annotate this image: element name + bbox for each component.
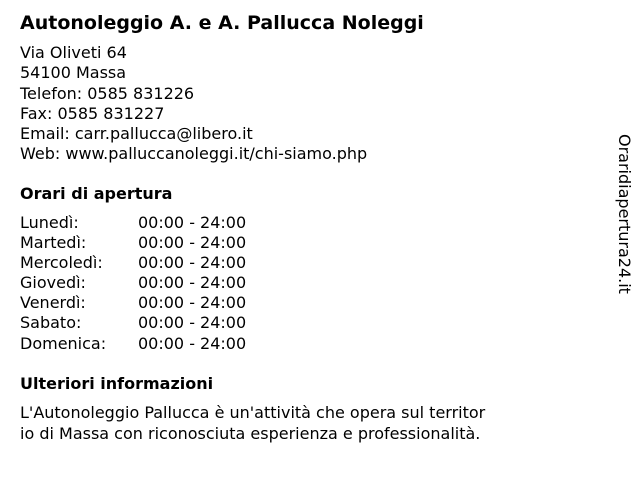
day-label: Domenica: [20,333,107,353]
time-range: 00:00 - 24:00 [138,333,247,353]
time-range: 00:00 - 24:00 [138,293,247,313]
contact-block [20,43,367,165]
day-label: Giovedì: [20,273,86,293]
more-info-heading: Ulteriori informazioni [20,374,214,393]
time-range: 00:00 - 24:00 [138,273,247,293]
opening-hours-heading: Orari di apertura [20,184,173,203]
site-watermark: Oraridiapertura24.it [615,134,634,294]
website-url: Web: www.palluccanoleggi.it/chi-siamo.php [20,144,368,164]
day-label: Sabato: [20,313,82,333]
time-range: 00:00 - 24:00 [138,213,247,232]
more-info-line: io di Massa con riconosciuta esperienza e professionalità. [20,423,481,443]
fax-number: Fax: 0585 831227 [20,103,165,123]
day-label: Venerdì: [20,293,86,313]
street-address: Via Oliveti 64 [20,43,127,62]
time-range: 00:00 - 24:00 [138,233,247,253]
time-range: 00:00 - 24:00 [138,253,247,273]
email-address: Email: carr.pallucca@libero.it [20,124,253,144]
day-label: Martedì: [20,233,87,253]
time-range: 00:00 - 24:00 [138,313,247,333]
day-label: Lunedì: [20,213,79,232]
business-title: Autonoleggio A. e A. Pallucca Noleggi [20,12,424,34]
day-label: Mercoledì: [20,253,103,273]
city-address: 54100 Massa [20,63,127,83]
more-info-line: L'Autonoleggio Pallucca è un'attività che opera sul territor [20,403,486,422]
more-info-text [20,403,540,444]
phone-number: Telefon: 0585 831226 [20,83,195,103]
